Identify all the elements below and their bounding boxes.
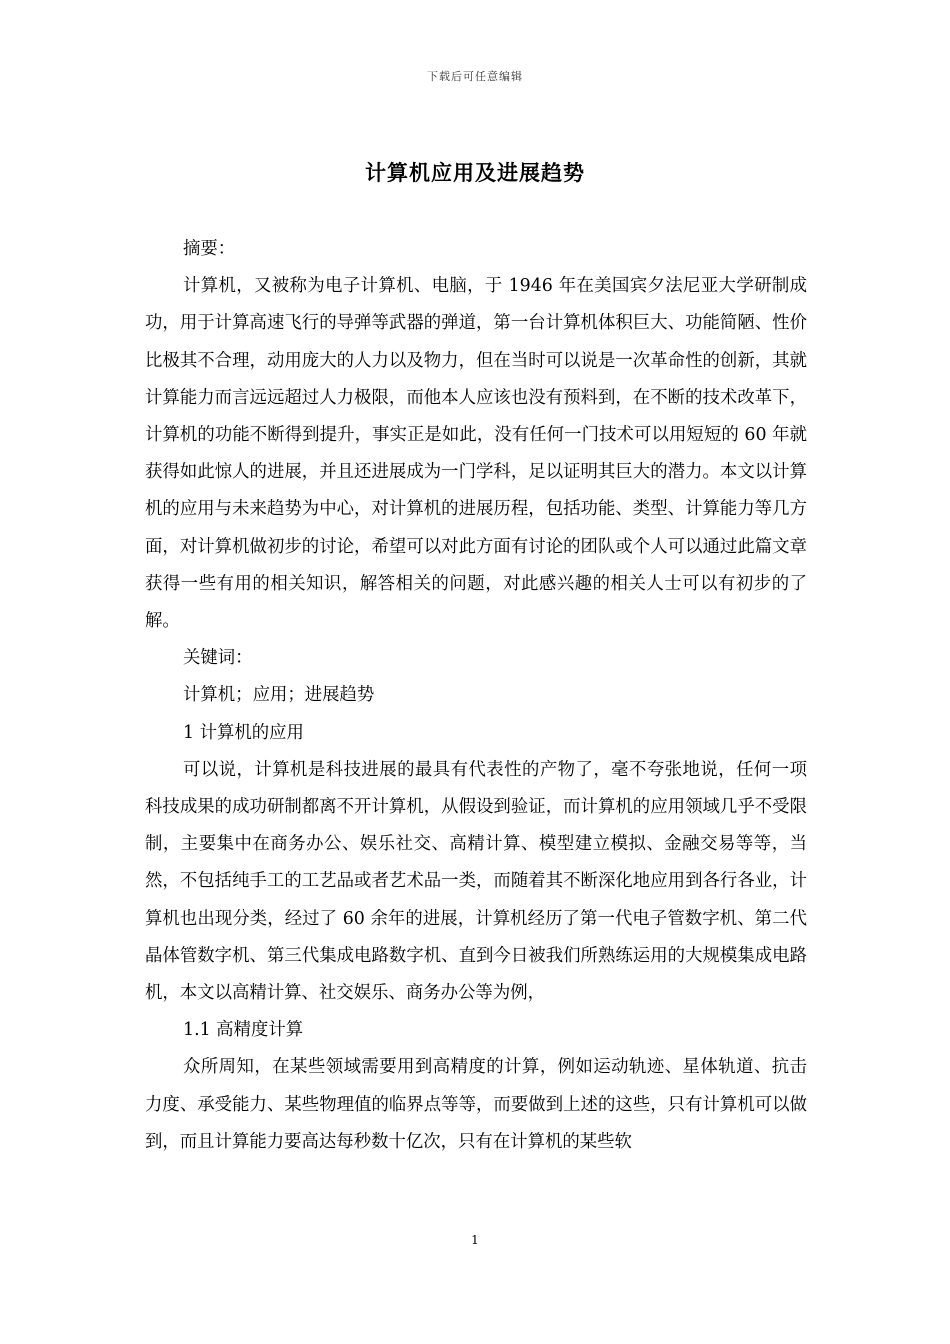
- keywords-label: 关键词：: [183, 648, 253, 669]
- abstract-paragraph: 计算机，又被称为电子计算机、电脑，于 1946 年在美国宾夕法尼亚大学研制成功，用于计算高速飞行的导弹等武器的弹道，第一台计算机体积巨大、功能简陋、性价比极其不合理，动用庞大的人力以及物力，但在当时可以说是一次革命性的创新，其就计算能力而言远远超过人力极限，而他本人应该也没有预料到，在不断的技术改革下，计算机的功能不断得到提升，事实正是如此，没有任何一门技术可以用短短的 60 年就获得如此惊人的进展，并且还进展成为一门学科，足以证明其巨大的潜力。本文以计算机的应用与未来趋势为中心，对计算机的进展历程，包括功能、类型、计算能力等几方面，对计算机做初步的讨论，希望可以对此方面有讨论的团队或个人可以通过此篇文章获得一些有用的相关知识，解答相关的问题，对此感兴趣的相关人士可以有初步的了解。: [145, 276, 807, 632]
- section-1-1-paragraph: 众所周知，在某些领域需要用到高精度的计算，例如运动轨迹、星体轨道、抗击力度、承受能力、某些物理值的临界点等等，而要做到上述的这些，只有计算机可以做到，而且计算能力要高达每秒数十亿次，只有在计算机的某些软: [145, 1057, 807, 1152]
- abstract-label: 摘要：: [183, 239, 236, 259]
- page-title: 计算机应用及进展趋势: [365, 160, 585, 185]
- section-1-paragraph: 可以说，计算机是科技进展的最具有代表性的产物了，毫不夸张地说，任何一项科技成果的成功研制都离不开计算机，从假设到验证，而计算机的应用领域几乎不受限制，主要集中在商务办公、娱乐社交、高精计算、模型建立模拟、金融交易等等，当然，不包括纯手工的工艺品或者艺术品一类，而随着其不断深化地应用到各行各业，计算机也出现分类，经过了 60 余年的进展，计算机经历了第一代电子管数字机、第二代晶体管数字机、第三代集成电路数字机、直到今日被我们所熟练运用的大规模集成电路机，本文以高精计算、社交娱乐、商务办公等为例，: [145, 759, 807, 1004]
- header-note: 下载后可任意编辑: [427, 70, 523, 83]
- document-body: [145, 231, 807, 1161]
- section-1-heading: 1 计算机的应用: [183, 722, 304, 743]
- keywords-text: 计算机；应用；进展趋势: [183, 685, 375, 706]
- page-number: 1: [471, 1233, 479, 1247]
- section-1-1-heading: 1.1 高精度计算: [183, 1020, 304, 1041]
